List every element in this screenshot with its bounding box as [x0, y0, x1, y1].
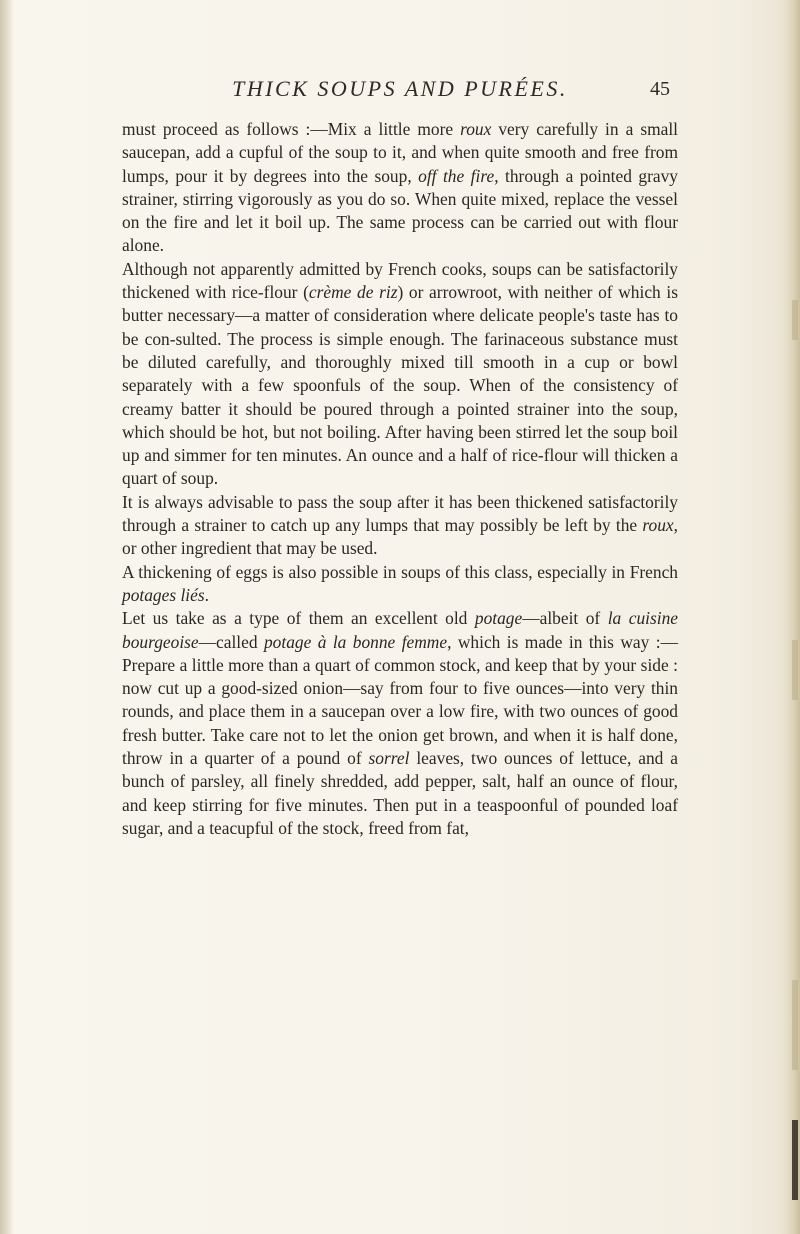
italic-run: roux	[642, 515, 674, 536]
text-run: Let us take as a type of them an excellent old	[122, 608, 475, 629]
body-text	[122, 118, 678, 840]
text-run: leaves, two ounces of lettuce, and a bunch of parsley, all finely shredded, add pepper, salt, half an ounce of flour, and keep stirring for five minutes. Then put in a teaspoonful of pounded loaf sugar, and a teacupful of the stock, freed from fat,	[122, 748, 679, 838]
page-edge-stain	[792, 1120, 798, 1200]
page-edge-stain	[792, 300, 798, 340]
page-gutter-shadow	[0, 0, 14, 1234]
page-number: 45	[650, 78, 670, 100]
italic-run: sorrel	[368, 748, 410, 769]
text-run: —called	[198, 631, 264, 652]
text-run: It is always advisable to pass the soup after it has been thickened satisfactorily through a strainer to catch up any lumps that may possibly be left by the	[122, 491, 678, 536]
paragraph	[122, 491, 678, 561]
running-head: THICK SOUPS AND PURÉES.	[232, 76, 568, 101]
paragraph	[122, 258, 678, 491]
text-run: , through a pointed gravy strainer, stirring vigorously as you do so. When quite mixed, replace the vessel on the fire and let it boil up. The same process can be carried out with flour alone.	[122, 165, 678, 256]
italic-run: potage	[474, 608, 523, 629]
page-header	[0, 76, 800, 106]
text-run: .	[204, 584, 209, 605]
italic-run: roux	[460, 119, 492, 139]
italic-run: potages liés	[122, 584, 205, 605]
text-run: —albeit of	[522, 608, 608, 629]
page-edge-stain	[792, 980, 798, 1070]
italic-run: potage à la bonne femme	[263, 631, 448, 652]
paragraph	[122, 118, 678, 258]
text-run: ) or arrowroot, with neither of which is butter necessary—a matter of consideration where delicate people's taste has to be con-sulted. The process is simple enough. The farinaceous substance must be diluted carefully, and thoroughly mixed till smooth in a cup or bowl separately with a few spoonfuls of the soup. When of the consistency of creamy batter it should be poured through a pointed strainer into the soup, which should be hot, but not boiling. After having been stirred let the soup boil up and simmer for ten minutes. An ounce and a half of rice-flour will thicken a quart of soup.	[122, 282, 678, 489]
text-run: , which is made in this way :—Prepare a little more than a quart of common stock, and keep that by your side : now cut up a good-sized onion—say from four to five ounces—into very thin rounds, and place them in a saucepan over a low fire, with two ounces of good fresh butter. Take care not to let the onion get brown, and when it is half done, throw in a quarter of a pound of	[122, 631, 678, 769]
text-run: must proceed as follows :—Mix a little more	[122, 119, 461, 139]
paragraph	[122, 561, 678, 608]
italic-run: crème de riz	[308, 282, 398, 303]
text-run: A thickening of eggs is also possible in soups of this class, especially in French	[122, 561, 678, 582]
italic-run: off the fire	[418, 165, 495, 186]
paragraph	[122, 607, 678, 840]
text-run: , or other ingredient that may be used.	[122, 515, 678, 559]
text-run: very carefully in a small saucepan, add a cupful of the soup to it, and when quite smooth and free from lumps, pour it by degrees into the soup,	[122, 119, 678, 186]
text-run: Although not apparently admitted by French cooks, soups can be satisfactorily thickened with rice-flour (	[122, 258, 678, 303]
page-edge-stain	[792, 640, 798, 700]
italic-run: la cuisine bourgeoise	[122, 608, 679, 652]
